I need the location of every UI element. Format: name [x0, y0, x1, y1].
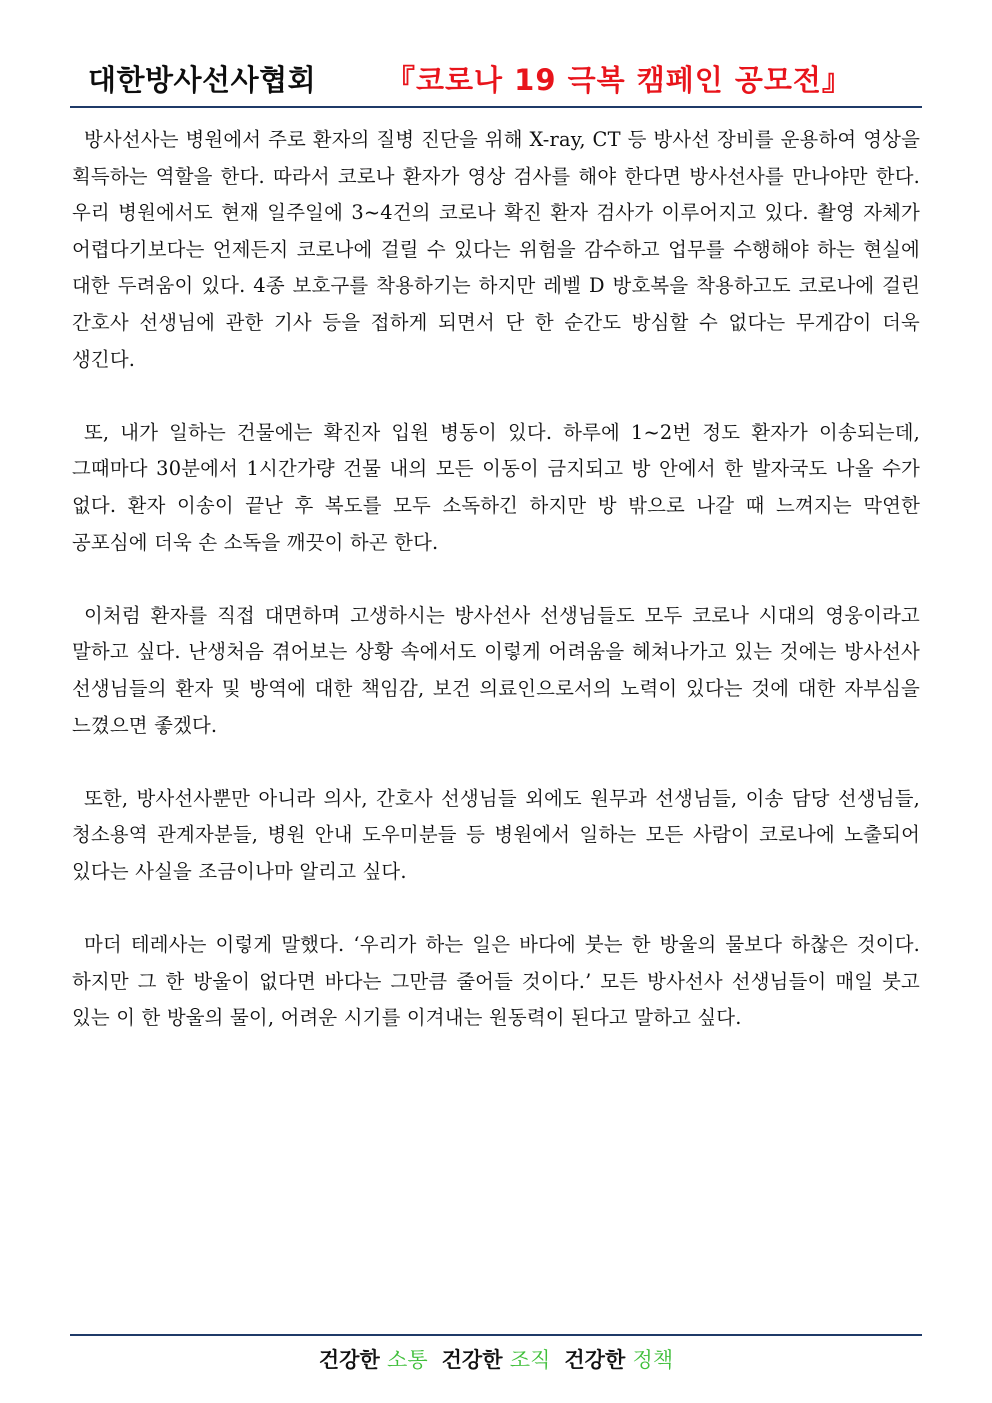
slogan-accent: 조직	[509, 1348, 551, 1372]
paragraph-4: 또한, 방사선사뿐만 아니라 의사, 간호사 선생님들 외에도 원무과 선생님들, 이송 담당 선생님들, 청소용역 관계자분들, 병원 안내 도우미분들 등 병원에서 일하는 모든 사람이 코로나에 노출되어 있다는 사실을 조금이나마 알리고 싶다.	[72, 786, 920, 883]
paragraph-5: 마더 테레사는 이렇게 말했다. ‘우리가 하는 일은 바다에 붓는 한 방울의 물보다 하찮은 것이다. 하지만 그 한 방울이 없다면 바다는 그만큼 줄어들 것이다.’ 모든 방사선사 선생님들이 매일 붓고 있는 이 한 방울의 물이, 어려운 시기를 이겨내는 원동력이 된다고 말하고 싶다.	[72, 933, 920, 1030]
essay-body	[72, 122, 920, 1073]
slogan-policy	[564, 1344, 673, 1374]
paragraph-2: 또, 내가 일하는 건물에는 확진자 입원 병동이 있다. 하루에 1~2번 정도 환자가 이송되는데, 그때마다 30분에서 1시간가량 건물 내의 모든 이동이 금지되고 방 안에서 한 발자국도 나올 수가 없다. 환자 이송이 끝난 후 복도를 모두 소독하긴 하지만 방 밖으로 나갈 때 느껴지는 막연한 공포심에 더욱 손 소독을 깨끗이 하곤 한다.	[72, 420, 920, 554]
slogan-organization	[442, 1344, 551, 1374]
campaign-title: 『코로나 19 극복 캠페인 공모전』	[386, 63, 852, 97]
footer-slogan	[70, 1344, 922, 1374]
footer-divider	[70, 1334, 922, 1336]
slogan-communication	[319, 1344, 428, 1374]
slogan-prefix: 건강한	[564, 1348, 633, 1372]
paragraph-1: 방사선사는 병원에서 주로 환자의 질병 진단을 위해 X-ray, CT 등 방사선 장비를 운용하여 영상을 획득하는 역할을 한다. 따라서 코로나 환자가 영상 검사를 해야 한다면 방사선사를 만나야만 한다. 우리 병원에서도 현재 일주일에 3~4건의 코로나 확진 환자 검사가 이루어지고 있다. 촬영 자체가 어렵다기보다는 언제든지 코로나에 걸릴 수 있다는 위험을 감수하고 업무를 수행해야 하는 현실에 대한 두려움이 있다. 4종 보호구를 착용하기는 하지만 레벨 D 방호복을 착용하고도 코로나에 걸린 간호사 선생님에 관한 기사 등을 접하게 되면서 단 한 순간도 방심할 수 없다는 무게감이 더욱 생긴다.	[72, 128, 920, 371]
header-divider	[70, 106, 922, 108]
document-header	[70, 58, 922, 108]
slogan-prefix: 건강한	[318, 1348, 388, 1372]
paragraph-3: 이처럼 환자를 직접 대면하며 고생하시는 방사선사 선생님들도 모두 코로나 시대의 영웅이라고 말하고 싶다. 난생처음 겪어보는 상황 속에서도 이렇게 어려움을 헤쳐나가고 있는 것에는 방사선사 선생님들의 환자 및 방역에 대한 책임감, 보건 의료인으로서의 노력이 있다는 것에 대한 자부심을 느꼈으면 좋겠다.	[72, 603, 920, 737]
slogan-accent: 소통	[387, 1348, 428, 1372]
slogan-prefix: 건강한	[441, 1348, 510, 1372]
slogan-accent: 정책	[632, 1348, 674, 1372]
organization-name: 대한방사선사협회	[88, 63, 317, 97]
